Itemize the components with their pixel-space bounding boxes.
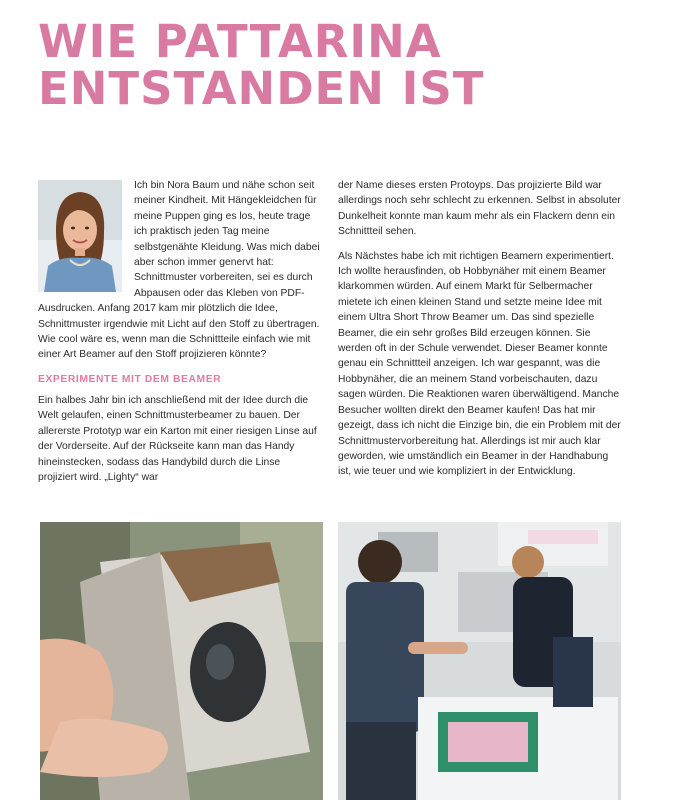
market-booth-illustration (338, 522, 621, 800)
market-booth-photo (338, 522, 621, 800)
title-line-2: ENTSTANDEN IST (38, 62, 485, 115)
prototype-box-photo (40, 522, 323, 800)
right-paragraph-1: der Name dieses ersten Protoyps. Das projizierte Bild war allerdings noch sehr schlecht zu erkennen. Selbst in absoluter Dunkelheit konnte man kaum mehr als ein Flackern denn ein Schnittteil sehen. (338, 180, 621, 238)
title-line-1: WIE PATTARINA (38, 15, 442, 68)
intro-paragraph: Ich bin Nora Baum und nähe schon seit meiner Kindheit. Mit Hängekleidchen für meine Puppen ging es los, heute trage ich praktisch jeden Tag meine selbstgenähte Kleidung. Was mich dabei aber schon immer genervt hat: Schnittmuster vorbereiten, sei es durch Abpausen oder das Kleben von PDF-Ausdrucken. Anfang 2017 kam mir plötzlich die Idee, Schnittmuster irgendwie mit Licht auf den Stoff zu übertragen. Wie cool wäre es, wenn man die Schnittteile einfach wie mit einer Art Beamer auf den Stoff projizieren könnte? (38, 180, 320, 361)
author-portrait (38, 180, 122, 292)
right-column (338, 178, 621, 489)
article-title (38, 15, 658, 115)
prototype-box-illustration (40, 522, 323, 800)
author-portrait-image (38, 180, 122, 292)
right-paragraph-2: Als Nächstes habe ich mit richtigen Beamern experimentiert. Ich wollte herausfinden, ob Hobbynäher mit einem Beamer klarkommen würden. Auf einem Markt für Selbermacher mietete ich einen kleinen Stand und setzte meine Idee mit einem Ultra Short Throw Beamer um. Das sind spezielle Beamer, die ein sehr großes Bild erzeugen können. Sie werden oft in der Schule verwendet. Dieser Beamer konnte genau ein Schnittteil anzeigen. Ich war gespannt, was die Hobbynäher, die an meinem Stand vorbeischauten, dazu sagen würden. Die Reaktionen waren überwältigend. Manche Besucher wollten direkt den Beamer kaufen! Das hat mir gezeigt, dass ich nicht die Einzige bin, die ein Problem mit der Schnittmustervorbereitung hat. Allerdings ist mir auch klar geworden, wie umständlich ein Beamer in der Handhabung ist, wie teuer und wie kompliziert in der Entwicklung. (338, 250, 621, 478)
section-paragraph: Ein halbes Jahr bin ich anschließend mit der Idee durch die Welt gelaufen, einen Schnittmusterbeamer zu bauen. Der allererste Prototyp war ein Karton mit einer riesigen Linse auf der Vorderseite. Auf der Rückseite kann man das Handy hineinstecken, sodass das Handybild durch die Linse projiziert wird. „Lighty“ war (38, 394, 317, 483)
left-column (38, 178, 321, 494)
section-heading: EXPERIMENTE MIT DEM BEAMER (38, 373, 222, 385)
